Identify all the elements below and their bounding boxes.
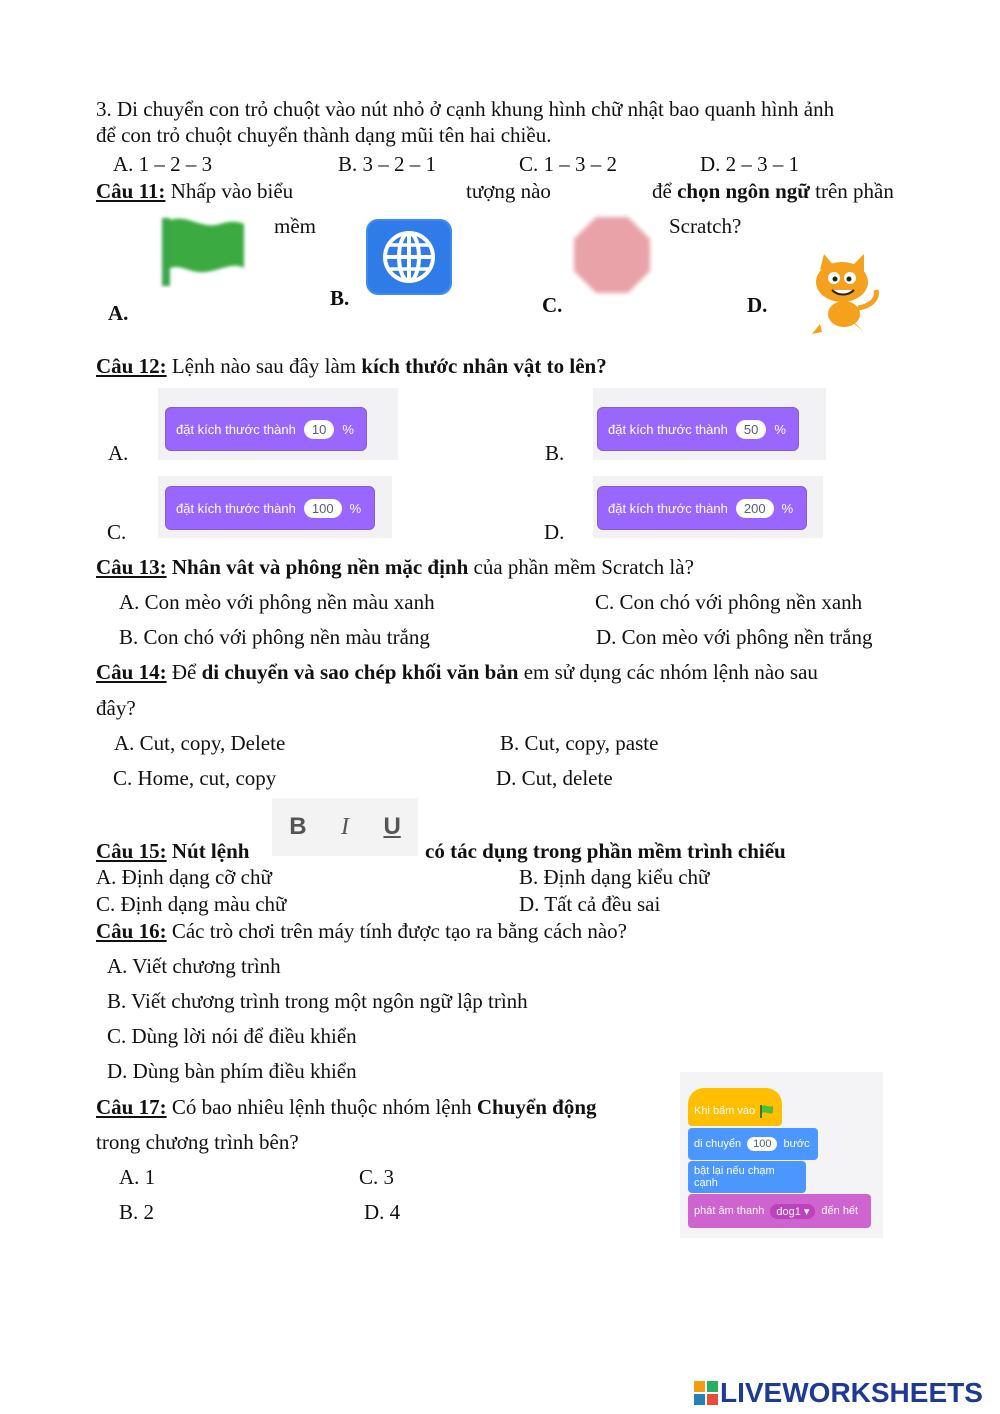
q15-option-c[interactable]: C. Định dạng màu chữ bbox=[96, 892, 287, 916]
sound-value: dog1 ▾ bbox=[770, 1204, 815, 1219]
q13-option-a[interactable]: A. Con mèo với phông nền màu xanh bbox=[119, 590, 435, 614]
hat-label: Khi bấm vào bbox=[694, 1105, 756, 1117]
italic-button[interactable]: I bbox=[341, 813, 349, 840]
q15-bold-2: có tác dụng trong phần mềm trình chiếu bbox=[425, 839, 786, 863]
q12-percent-c: % bbox=[349, 500, 362, 516]
q12-value-d: 200 bbox=[736, 499, 774, 518]
q12-value-b: 50 bbox=[736, 420, 766, 439]
q13-bold: Nhân vât và phông nền mặc định bbox=[171, 555, 469, 579]
q11-option-d[interactable]: D. bbox=[747, 293, 768, 317]
q11-bold: chọn ngôn ngữ bbox=[677, 179, 810, 203]
q13-text: của phần mềm Scratch là? bbox=[473, 555, 694, 579]
q12-question bbox=[96, 354, 607, 378]
q12-block-text-d: đặt kích thước thành bbox=[608, 500, 728, 516]
bounce-block[interactable] bbox=[688, 1161, 806, 1193]
q15-label: Câu 15: bbox=[96, 839, 167, 863]
sound-label-b: đến hết bbox=[821, 1205, 859, 1217]
intro-option-d: D. 2 – 3 – 1 bbox=[700, 152, 800, 176]
intro-line-2: để con trỏ chuột chuyển thành dạng mũi tên hai chiều. bbox=[96, 123, 552, 147]
q11-label: Câu 11: bbox=[96, 179, 166, 203]
q17-option-d[interactable]: D. 4 bbox=[364, 1200, 401, 1224]
liveworksheets-logo-icon bbox=[694, 1381, 718, 1405]
q12-text: Lệnh nào sau đây làm bbox=[171, 354, 357, 378]
intro-option-c: C. 1 – 3 – 2 bbox=[519, 152, 618, 176]
q16-text: Các trò chơi trên máy tính được tạo ra bằng cách nào? bbox=[171, 919, 628, 943]
q11-text-2: tượng nào bbox=[466, 179, 551, 203]
q12-block-d[interactable] bbox=[597, 486, 807, 530]
q17-text-2: trong chương trình bên? bbox=[96, 1130, 299, 1154]
q14-question bbox=[96, 660, 818, 684]
q14-option-a[interactable]: A. Cut, copy, Delete bbox=[114, 731, 286, 755]
q11-text-3: để bbox=[652, 179, 672, 203]
q13-label: Câu 13: bbox=[96, 555, 167, 579]
underline-button[interactable]: U bbox=[383, 813, 401, 840]
q11-text-3-group bbox=[652, 179, 894, 203]
q13-option-b[interactable]: B. Con chó với phông nền màu trắng bbox=[119, 625, 430, 649]
scratch-cat-icon[interactable] bbox=[798, 252, 884, 338]
q17-text-1: Có bao nhiêu lệnh thuộc nhóm lệnh bbox=[171, 1095, 472, 1119]
q16-option-a[interactable]: A. Viết chương trình bbox=[107, 954, 281, 978]
event-hat-block[interactable] bbox=[688, 1088, 782, 1126]
q12-option-a[interactable]: A. bbox=[108, 441, 129, 465]
q17-option-a[interactable]: A. 1 bbox=[119, 1165, 156, 1189]
green-flag-icon-small bbox=[759, 1104, 775, 1118]
q12-block-c[interactable] bbox=[165, 486, 375, 530]
q12-label: Câu 12: bbox=[96, 354, 167, 378]
sound-block[interactable] bbox=[688, 1194, 871, 1228]
intro-option-b: B. 3 – 2 – 1 bbox=[338, 152, 437, 176]
q16-label: Câu 16: bbox=[96, 919, 167, 943]
q12-option-b[interactable]: B. bbox=[545, 441, 565, 465]
q14-text-1: Để bbox=[171, 660, 197, 684]
brand-text: LIVEWORKSHEETS bbox=[720, 1377, 983, 1408]
q13-option-c[interactable]: C. Con chó với phông nền xanh bbox=[595, 590, 863, 614]
q16-question bbox=[96, 919, 627, 943]
q14-text-2: em sử dụng các nhóm lệnh nào sau bbox=[523, 660, 818, 684]
q14-option-c[interactable]: C. Home, cut, copy bbox=[113, 766, 277, 790]
q11-text-5: mềm bbox=[274, 214, 316, 238]
q13-question bbox=[96, 555, 694, 579]
q16-option-c[interactable]: C. Dùng lời nói để điều khiển bbox=[107, 1024, 357, 1048]
q12-bold: kích thước nhân vật to lên? bbox=[361, 354, 607, 378]
q12-block-text-c: đặt kích thước thành bbox=[176, 500, 296, 516]
q12-option-d[interactable]: D. bbox=[544, 520, 565, 544]
q15-option-b[interactable]: B. Định dạng kiểu chữ bbox=[519, 865, 710, 889]
q11-option-a[interactable]: A. bbox=[108, 301, 129, 325]
sound-label-a: phát âm thanh bbox=[694, 1205, 765, 1217]
q12-percent-b: % bbox=[774, 421, 786, 437]
bounce-label: bật lại nếu chạm cạnh bbox=[694, 1165, 775, 1189]
q14-bold: di chuyển và sao chép khối văn bản bbox=[201, 660, 519, 684]
stop-sign-icon[interactable] bbox=[570, 213, 654, 297]
intro-option-a: A. 1 – 2 – 3 bbox=[113, 152, 213, 176]
q15-bold-1: Nút lệnh bbox=[171, 839, 250, 863]
q12-value-c: 100 bbox=[304, 499, 342, 518]
q14-label: Câu 14: bbox=[96, 660, 167, 684]
q17-option-c[interactable]: C. 3 bbox=[359, 1165, 395, 1189]
q16-option-b[interactable]: B. Viết chương trình trong một ngôn ngữ lập trình bbox=[107, 989, 528, 1013]
q17-label: Câu 17: bbox=[96, 1095, 167, 1119]
q11-text-4: trên phần bbox=[815, 179, 894, 203]
q11-option-b[interactable]: B. bbox=[330, 286, 350, 310]
q14-option-d[interactable]: D. Cut, delete bbox=[496, 766, 613, 790]
q12-percent-a: % bbox=[342, 421, 354, 437]
q12-value-a: 10 bbox=[304, 420, 334, 439]
q12-block-text-b: đặt kích thước thành bbox=[608, 421, 728, 437]
move-label-b: bước bbox=[783, 1138, 810, 1150]
q16-option-d[interactable]: D. Dùng bàn phím điều khiển bbox=[107, 1059, 357, 1083]
q13-option-d[interactable]: D. Con mèo với phông nền trắng bbox=[596, 625, 873, 649]
q11-option-c[interactable]: C. bbox=[542, 293, 563, 317]
q15-option-a[interactable]: A. Định dạng cỡ chữ bbox=[96, 865, 272, 889]
q12-block-text-a: đặt kích thước thành bbox=[176, 421, 296, 437]
move-block[interactable] bbox=[688, 1128, 818, 1160]
q17-option-b[interactable]: B. 2 bbox=[119, 1200, 155, 1224]
q17-bold: Chuyển động bbox=[476, 1095, 597, 1119]
q11-text-1: Nhấp vào biểu bbox=[170, 179, 294, 203]
globe-icon[interactable] bbox=[365, 218, 455, 298]
q14-option-b[interactable]: B. Cut, copy, paste bbox=[500, 731, 659, 755]
move-label-a: di chuyển bbox=[694, 1138, 742, 1150]
q15-question bbox=[96, 839, 249, 863]
q15-option-d[interactable]: D. Tất cả đều sai bbox=[519, 892, 661, 916]
q12-percent-d: % bbox=[781, 500, 794, 516]
bold-italic-underline-toolbar bbox=[272, 798, 418, 856]
q11-question bbox=[96, 179, 293, 203]
intro-line-1: 3. Di chuyển con trỏ chuột vào nút nhỏ ở cạnh khung hình chữ nhật bao quanh hình ảnh bbox=[96, 97, 835, 121]
q17-question bbox=[96, 1095, 597, 1119]
q12-block-a[interactable] bbox=[165, 407, 367, 451]
q12-block-b[interactable] bbox=[597, 407, 799, 451]
move-value: 100 bbox=[747, 1137, 777, 1151]
green-flag-icon[interactable] bbox=[158, 212, 250, 288]
q14-text-3: đây? bbox=[96, 696, 136, 720]
liveworksheets-logo[interactable] bbox=[694, 1377, 983, 1409]
q11-text-6: Scratch? bbox=[669, 214, 742, 238]
bold-button[interactable]: B bbox=[289, 813, 307, 840]
q12-option-c[interactable]: C. bbox=[107, 520, 127, 544]
